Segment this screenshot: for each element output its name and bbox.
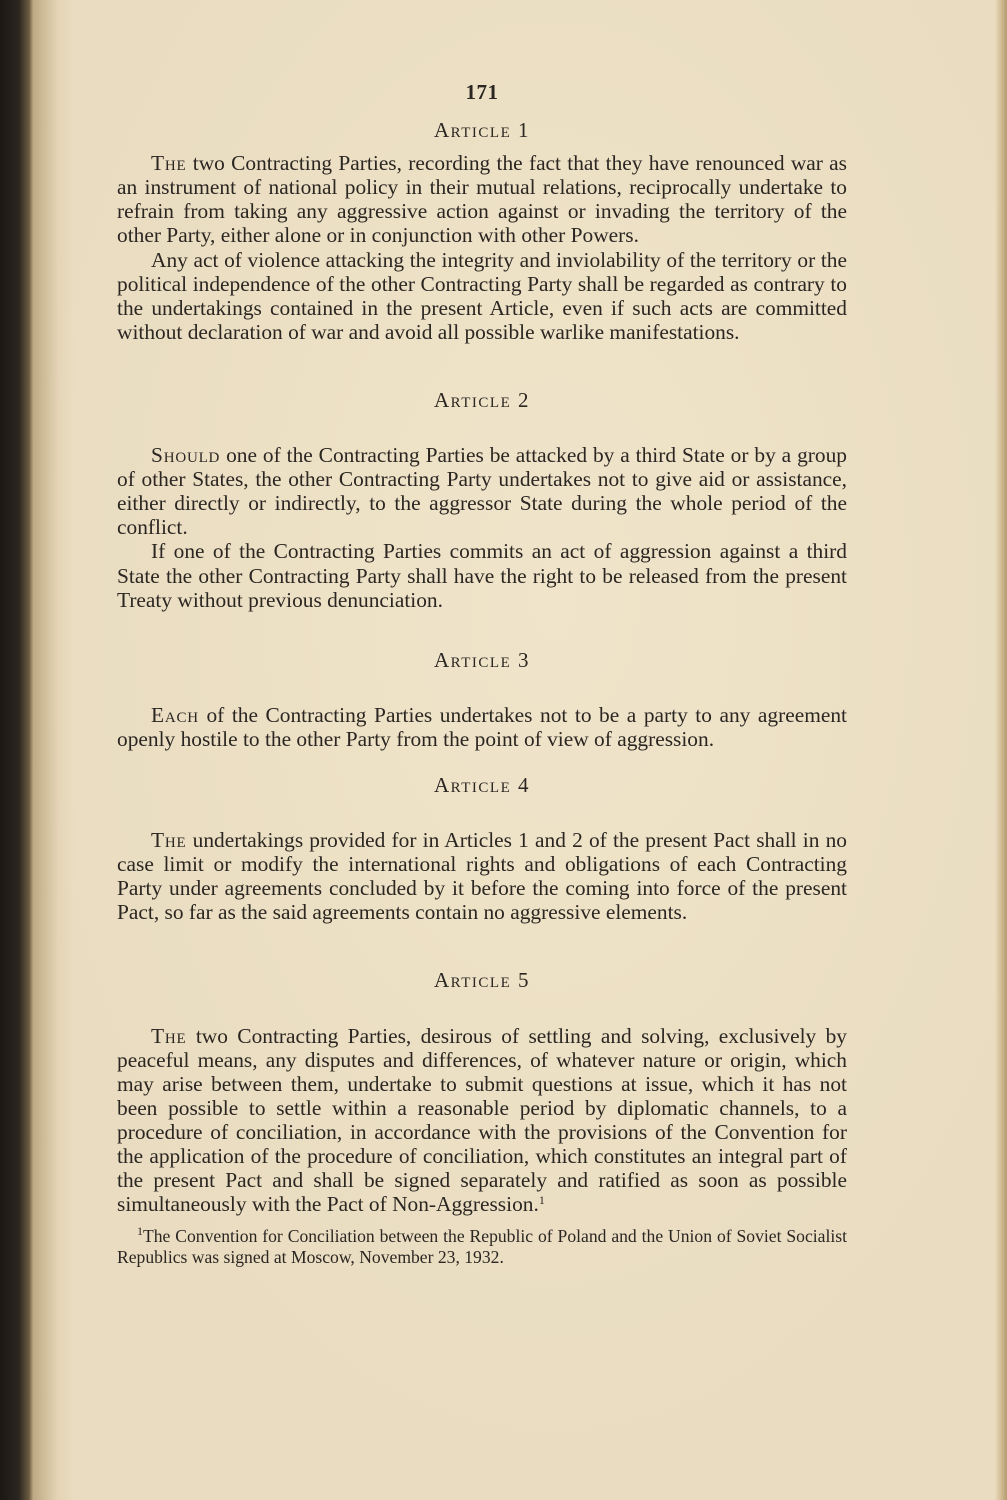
book-spine <box>0 0 34 1500</box>
article-5-paragraph-1 <box>117 1024 847 1217</box>
paragraph-text: If one of the Contracting Parties commits an act of aggression against a third State the other Contracting Party shall have the right to be released from the present Treaty without previous denunciation. <box>117 539 847 612</box>
spacer <box>117 806 847 828</box>
paragraph-text: undertakings provided for in Articles 1 and 2 of the present Pact shall in no case limit or modify the international rights and obligations of each Contracting Party under agreements concluded by it before the coming into force of the present Pact, so far as the said agreements contain no aggressive elements. <box>117 828 847 925</box>
article-2-paragraph-2 <box>117 539 847 611</box>
page-edge <box>995 0 1007 1500</box>
spacer <box>117 1002 847 1024</box>
article-2-paragraph-1 <box>117 443 847 539</box>
spacer <box>117 421 847 443</box>
article-1-paragraph-1 <box>117 151 847 247</box>
paragraph-text: two Contracting Parties, desirous of settling and solving, exclusively by peaceful means, any disputes and differences, of whatever nature or origin, which may arise between them, undertake to submit questions at issue, which it has not been possible to settle within a reasonable period by diplomatic channels, to a procedure of conciliation, in accordance with the provisions of the Convention for the application of the procedure of conciliation, which constitutes an integral part of the present Pact and shall be signed separately and ratified as soon as possible simultaneously with the Pact of Non-Aggression. <box>117 1023 847 1217</box>
article-4-paragraph-1 <box>117 828 847 924</box>
lead-word: The <box>151 151 187 176</box>
lead-word: The <box>151 828 187 853</box>
paragraph-text: of the Contracting Parties undertakes not to be a party to any agreement openly hostile to the other Party from the point of view of aggression. <box>117 702 847 751</box>
article-3-paragraph-1 <box>117 703 847 751</box>
spacer <box>117 751 847 773</box>
lead-word: The <box>151 1023 187 1048</box>
lead-word: Should <box>151 443 221 468</box>
article-2-heading: Article 2 <box>433 387 530 412</box>
gutter-shadow <box>34 0 74 1500</box>
spacer <box>117 681 847 703</box>
lead-word: Each <box>151 702 199 727</box>
page-text-block <box>117 80 847 1286</box>
article-3-heading: Article 3 <box>433 647 530 672</box>
footnote-reference: 1 <box>538 1193 545 1208</box>
article-5-heading: Article 5 <box>433 968 530 993</box>
article-4-heading: Article 4 <box>433 772 530 797</box>
spacer <box>117 924 847 968</box>
paragraph-text: one of the Contracting Parties be attacked by a third State or by a group of other States, the other Contracting Party undertakes not to give aid or assistance, either directly or indirectly, to the aggressor State during the whole period of the conflict. <box>117 443 847 540</box>
paragraph-text: Any act of violence attacking the integrity and inviolability of the territory or the political independence of the other Contracting Party shall be regarded as contrary to the undertakings contained in the present Article, even if such acts are committed without declaration of war and avoid all possible warlike manifestations. <box>117 247 847 344</box>
paragraph-text: two Contracting Parties, recording the fact that they have renounced war as an instrument of national policy in their mutual relations, reciprocally undertake to refrain from taking any aggressive action against or invading the territory of the other Party, either alone or in conjunction with other Powers. <box>117 151 847 248</box>
footnote <box>117 1226 847 1268</box>
spacer <box>117 612 847 648</box>
footnote-text: The Convention for Conciliation between the Republic of Poland and the Union of Soviet Socialist Republics was signed at Moscow, November 23, 1932. <box>117 1226 847 1268</box>
page-number: 171 <box>465 80 499 104</box>
footnote-marker: 1 <box>137 1224 143 1239</box>
article-1-heading: Article 1 <box>433 118 530 143</box>
spacer <box>117 344 847 388</box>
article-1-paragraph-2 <box>117 248 847 344</box>
